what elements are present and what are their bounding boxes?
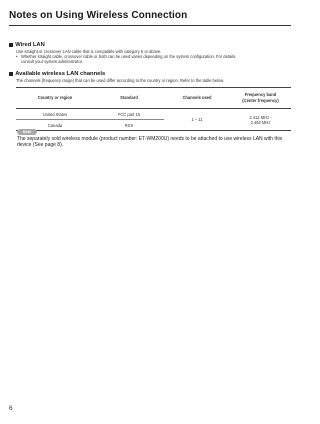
cell-country: United States <box>16 109 94 120</box>
page-title: Notes on Using Wireless Connection <box>9 10 188 21</box>
cell-country: Canada <box>16 120 94 131</box>
cell-standard: RSS <box>94 120 164 131</box>
header-frequency-line2: (Center frequency) <box>242 98 279 103</box>
table-row <box>16 109 291 120</box>
wireless-channels-intro: The channels (frequency range) that can be used differ according to the country or region. Refer to the table below. <box>16 78 225 83</box>
header-standard: Standard <box>94 88 164 109</box>
cell-channels: 1 – 11 <box>164 109 230 131</box>
note-text: The separately sold wireless module (product number: ET-WM200U) needs to be attached to use wireless LAN with this device (See page 8). <box>17 136 283 149</box>
wired-lan-description: Use straight or crossover LAN cable that is compatible with category 5 or above. <box>16 49 162 54</box>
cell-frequency <box>230 109 291 131</box>
wired-lan-bullet-text: Whether straight cable, crossover cable or both can be used varies depending on the system configuration. For details, <box>21 54 237 59</box>
wired-lan-heading-text: Wired LAN <box>15 42 45 48</box>
header-frequency-line1: Frequency band <box>244 92 277 97</box>
cell-frequency-low: 2.412 MHz - <box>249 114 272 120</box>
wireless-channels-heading <box>9 71 105 77</box>
bullet-dot-icon: • <box>16 54 18 59</box>
wired-lan-bullet-continuation: consult your system administrator. <box>21 59 83 64</box>
header-country: Country or region <box>16 88 94 109</box>
frequency-table <box>16 87 291 131</box>
square-bullet-icon <box>9 72 13 76</box>
header-channels: Channels used <box>164 88 230 109</box>
header-frequency <box>230 88 291 109</box>
wired-lan-heading <box>9 42 45 48</box>
table-header-row <box>16 88 291 109</box>
title-divider <box>9 25 291 26</box>
cell-standard: FCC part 15 <box>94 109 164 120</box>
wireless-channels-heading-text: Available wireless LAN channels <box>15 71 106 77</box>
note-badge: Note <box>17 129 37 135</box>
page-number: 6 <box>9 405 13 412</box>
square-bullet-icon <box>9 43 13 47</box>
cell-frequency-high: 2.462 MHz <box>250 119 271 125</box>
